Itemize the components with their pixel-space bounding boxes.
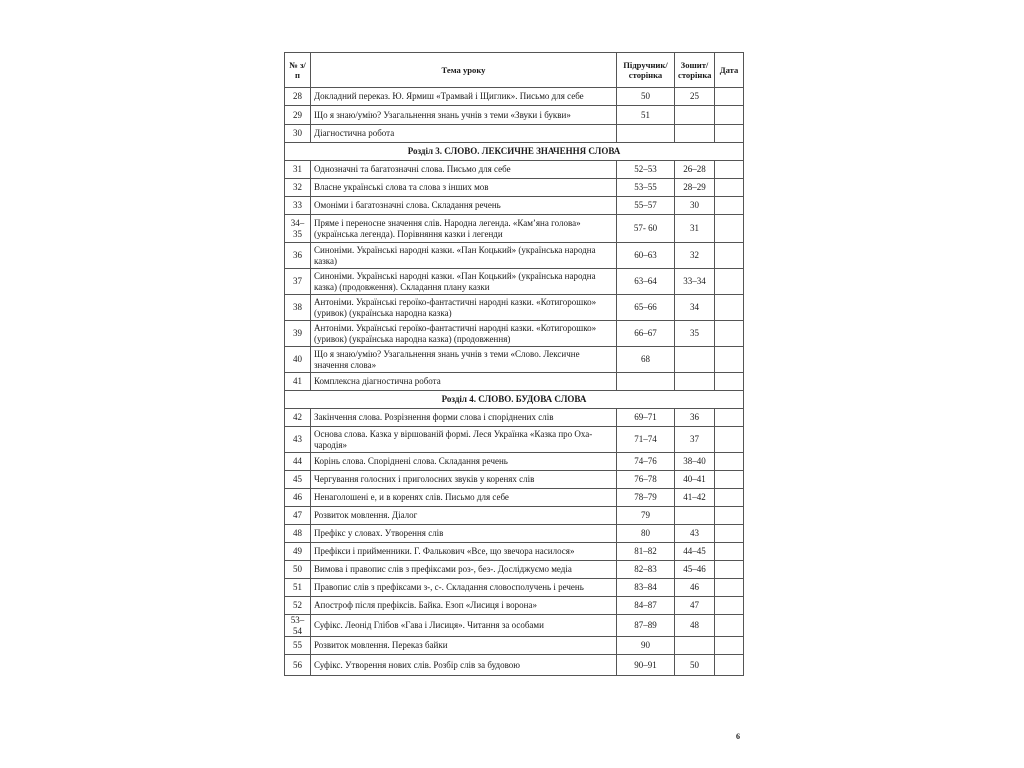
date-cell <box>715 197 744 215</box>
workbook-page: 45–46 <box>675 561 715 579</box>
lesson-plan-table <box>284 52 744 676</box>
lesson-topic: Пряме і переносне значення слів. Народна легенда. «Кам’яна голова» (українська легенда). Порівняння казки і легенди <box>311 215 617 243</box>
date-cell <box>715 321 744 347</box>
lesson-number: 48 <box>285 525 311 543</box>
textbook-page: 63–64 <box>617 269 675 295</box>
lesson-topic: Омоніми і багатозначні слова. Складання речень <box>311 197 617 215</box>
lesson-number: 43 <box>285 427 311 453</box>
lesson-number: 44 <box>285 453 311 471</box>
lesson-topic: Чергування голосних і приголосних звуків у коренях слів <box>311 471 617 489</box>
workbook-page <box>675 347 715 373</box>
date-cell <box>715 615 744 637</box>
lesson-number: 31 <box>285 161 311 179</box>
table-row <box>285 471 744 489</box>
textbook-page: 57- 60 <box>617 215 675 243</box>
date-cell <box>715 579 744 597</box>
table-row <box>285 655 744 676</box>
table-header-row <box>285 53 744 88</box>
lesson-number: 55 <box>285 637 311 655</box>
workbook-page: 32 <box>675 243 715 269</box>
table-row <box>285 347 744 373</box>
lesson-topic: Правопис слів з префіксами з-, с-. Складання словосполучень і речень <box>311 579 617 597</box>
textbook-page: 84–87 <box>617 597 675 615</box>
lesson-topic: Корінь слова. Споріднені слова. Складання речень <box>311 453 617 471</box>
table-row <box>285 106 744 125</box>
date-cell <box>715 179 744 197</box>
lesson-topic: Антоніми. Українські героїко-фантастичні народні казки. «Котигорошко» (уривок) (українська народна казка) (продовження) <box>311 321 617 347</box>
date-cell <box>715 489 744 507</box>
textbook-page <box>617 125 675 143</box>
table-row <box>285 321 744 347</box>
textbook-page: 87–89 <box>617 615 675 637</box>
workbook-page: 37 <box>675 427 715 453</box>
lesson-topic: Суфікс. Утворення нових слів. Розбір слів за будовою <box>311 655 617 676</box>
workbook-page <box>675 125 715 143</box>
date-cell <box>715 427 744 453</box>
table-row <box>285 507 744 525</box>
textbook-page: 82–83 <box>617 561 675 579</box>
table-row <box>285 453 744 471</box>
textbook-page: 68 <box>617 347 675 373</box>
date-cell <box>715 525 744 543</box>
section-title: Розділ 4. СЛОВО. БУДОВА СЛОВА <box>285 391 744 409</box>
table-row <box>285 125 744 143</box>
date-cell <box>715 507 744 525</box>
table-row <box>285 243 744 269</box>
date-cell <box>715 243 744 269</box>
date-cell <box>715 161 744 179</box>
lesson-number: 40 <box>285 347 311 373</box>
lesson-topic: Однозначні та багатозначні слова. Письмо для себе <box>311 161 617 179</box>
table-row <box>285 373 744 391</box>
lesson-number: 49 <box>285 543 311 561</box>
workbook-page: 31 <box>675 215 715 243</box>
workbook-page: 50 <box>675 655 715 676</box>
lesson-topic: Комплексна діагностична робота <box>311 373 617 391</box>
workbook-page: 46 <box>675 579 715 597</box>
lesson-topic: Діагностична робота <box>311 125 617 143</box>
lesson-topic: Префікси і прийменники. Г. Фалькович «Все, що звечора насилося» <box>311 543 617 561</box>
lesson-number: 39 <box>285 321 311 347</box>
table-row <box>285 161 744 179</box>
lesson-number: 56 <box>285 655 311 676</box>
date-cell <box>715 637 744 655</box>
lesson-topic: Антоніми. Українські героїко-фантастичні народні казки. «Котигорошко» (уривок) (українська народна казка) <box>311 295 617 321</box>
textbook-page: 52–53 <box>617 161 675 179</box>
workbook-page <box>675 507 715 525</box>
table-row <box>285 427 744 453</box>
workbook-page <box>675 106 715 125</box>
table-row <box>285 197 744 215</box>
workbook-page: 25 <box>675 88 715 106</box>
date-cell <box>715 347 744 373</box>
date-cell <box>715 295 744 321</box>
textbook-page: 53–55 <box>617 179 675 197</box>
date-cell <box>715 125 744 143</box>
table-row <box>285 561 744 579</box>
workbook-page: 36 <box>675 409 715 427</box>
workbook-page: 47 <box>675 597 715 615</box>
date-cell <box>715 561 744 579</box>
lesson-topic: Префікс у словах. Утворення слів <box>311 525 617 543</box>
workbook-page: 38–40 <box>675 453 715 471</box>
section-row <box>285 391 744 409</box>
date-cell <box>715 215 744 243</box>
textbook-page: 79 <box>617 507 675 525</box>
lesson-number: 53–54 <box>285 615 311 637</box>
textbook-page: 50 <box>617 88 675 106</box>
textbook-page: 51 <box>617 106 675 125</box>
date-cell <box>715 106 744 125</box>
table-row <box>285 295 744 321</box>
table-row <box>285 525 744 543</box>
workbook-page: 41–42 <box>675 489 715 507</box>
lesson-number: 36 <box>285 243 311 269</box>
table-row <box>285 88 744 106</box>
textbook-page: 76–78 <box>617 471 675 489</box>
table-row <box>285 269 744 295</box>
textbook-page: 83–84 <box>617 579 675 597</box>
lesson-number: 47 <box>285 507 311 525</box>
lesson-number: 37 <box>285 269 311 295</box>
section-row <box>285 143 744 161</box>
textbook-page: 71–74 <box>617 427 675 453</box>
date-cell <box>715 471 744 489</box>
workbook-page: 44–45 <box>675 543 715 561</box>
textbook-page: 60–63 <box>617 243 675 269</box>
lesson-number: 33 <box>285 197 311 215</box>
table-body <box>285 88 744 676</box>
date-cell <box>715 543 744 561</box>
textbook-page: 66–67 <box>617 321 675 347</box>
lesson-number: 46 <box>285 489 311 507</box>
table-row <box>285 409 744 427</box>
lesson-topic: Основа слова. Казка у віршованій формі. Леся Українка «Казка про Оха-чародія» <box>311 427 617 453</box>
lesson-topic: Вимова і правопис слів з префіксами роз-, без-. Досліджуємо медіа <box>311 561 617 579</box>
lesson-topic: Що я знаю/умію? Узагальнення знань учнів з теми «Слово. Лексичне значення слова» <box>311 347 617 373</box>
lesson-number: 32 <box>285 179 311 197</box>
workbook-page <box>675 373 715 391</box>
lesson-number: 50 <box>285 561 311 579</box>
date-cell <box>715 88 744 106</box>
workbook-page: 30 <box>675 197 715 215</box>
table-row <box>285 615 744 637</box>
header-date: Дата <box>715 53 744 88</box>
table-row <box>285 489 744 507</box>
date-cell <box>715 269 744 295</box>
lesson-topic: Синоніми. Українські народні казки. «Пан Коцький» (українська народна казка) (продовження). Складання плану казки <box>311 269 617 295</box>
lesson-topic: Розвиток мовлення. Переказ байки <box>311 637 617 655</box>
lesson-number: 30 <box>285 125 311 143</box>
section-title: Розділ 3. СЛОВО. ЛЕКСИЧНЕ ЗНАЧЕННЯ СЛОВА <box>285 143 744 161</box>
textbook-page <box>617 373 675 391</box>
textbook-page: 90 <box>617 637 675 655</box>
lesson-topic: Синоніми. Українські народні казки. «Пан Коцький» (українська народна казка) <box>311 243 617 269</box>
lesson-number: 52 <box>285 597 311 615</box>
header-workbook-page: Зошит/ сторінка <box>675 53 715 88</box>
workbook-page: 35 <box>675 321 715 347</box>
workbook-page: 40–41 <box>675 471 715 489</box>
date-cell <box>715 373 744 391</box>
table-row <box>285 215 744 243</box>
textbook-page: 55–57 <box>617 197 675 215</box>
textbook-page: 81–82 <box>617 543 675 561</box>
date-cell <box>715 597 744 615</box>
table-row <box>285 579 744 597</box>
textbook-page: 69–71 <box>617 409 675 427</box>
lesson-topic: Докладний переказ. Ю. Ярмиш «Трамвай і Щиглик». Письмо для себе <box>311 88 617 106</box>
header-number: № з/п <box>285 53 311 88</box>
table-row <box>285 543 744 561</box>
lesson-number: 29 <box>285 106 311 125</box>
textbook-page: 65–66 <box>617 295 675 321</box>
date-cell <box>715 409 744 427</box>
lesson-topic: Ненаголошені е, и в коренях слів. Письмо для себе <box>311 489 617 507</box>
textbook-page: 78–79 <box>617 489 675 507</box>
lesson-number: 28 <box>285 88 311 106</box>
lesson-topic: Суфікс. Леонід Глібов «Гава і Лисиця». Читання за особами <box>311 615 617 637</box>
header-textbook-page: Підручник/ сторінка <box>617 53 675 88</box>
lesson-number: 45 <box>285 471 311 489</box>
lesson-number: 38 <box>285 295 311 321</box>
table-row <box>285 597 744 615</box>
header-topic: Тема уроку <box>311 53 617 88</box>
textbook-page: 80 <box>617 525 675 543</box>
page-number: 6 <box>736 732 740 741</box>
lesson-number: 41 <box>285 373 311 391</box>
lesson-topic: Розвиток мовлення. Діалог <box>311 507 617 525</box>
workbook-page: 34 <box>675 295 715 321</box>
date-cell <box>715 655 744 676</box>
table-row <box>285 637 744 655</box>
workbook-page: 48 <box>675 615 715 637</box>
lesson-number: 34–35 <box>285 215 311 243</box>
workbook-page: 33–34 <box>675 269 715 295</box>
lesson-topic: Що я знаю/умію? Узагальнення знань учнів з теми «Звуки і букви» <box>311 106 617 125</box>
workbook-page: 28–29 <box>675 179 715 197</box>
lesson-topic: Власне українські слова та слова з інших мов <box>311 179 617 197</box>
textbook-page: 90–91 <box>617 655 675 676</box>
textbook-page: 74–76 <box>617 453 675 471</box>
workbook-page: 26–28 <box>675 161 715 179</box>
workbook-page: 43 <box>675 525 715 543</box>
lesson-topic: Апостроф після префіксів. Байка. Езоп «Лисиця і ворона» <box>311 597 617 615</box>
lesson-topic: Закінчення слова. Розрізнення форми слова і споріднених слів <box>311 409 617 427</box>
workbook-page <box>675 637 715 655</box>
date-cell <box>715 453 744 471</box>
table-row <box>285 179 744 197</box>
lesson-number: 51 <box>285 579 311 597</box>
lesson-number: 42 <box>285 409 311 427</box>
